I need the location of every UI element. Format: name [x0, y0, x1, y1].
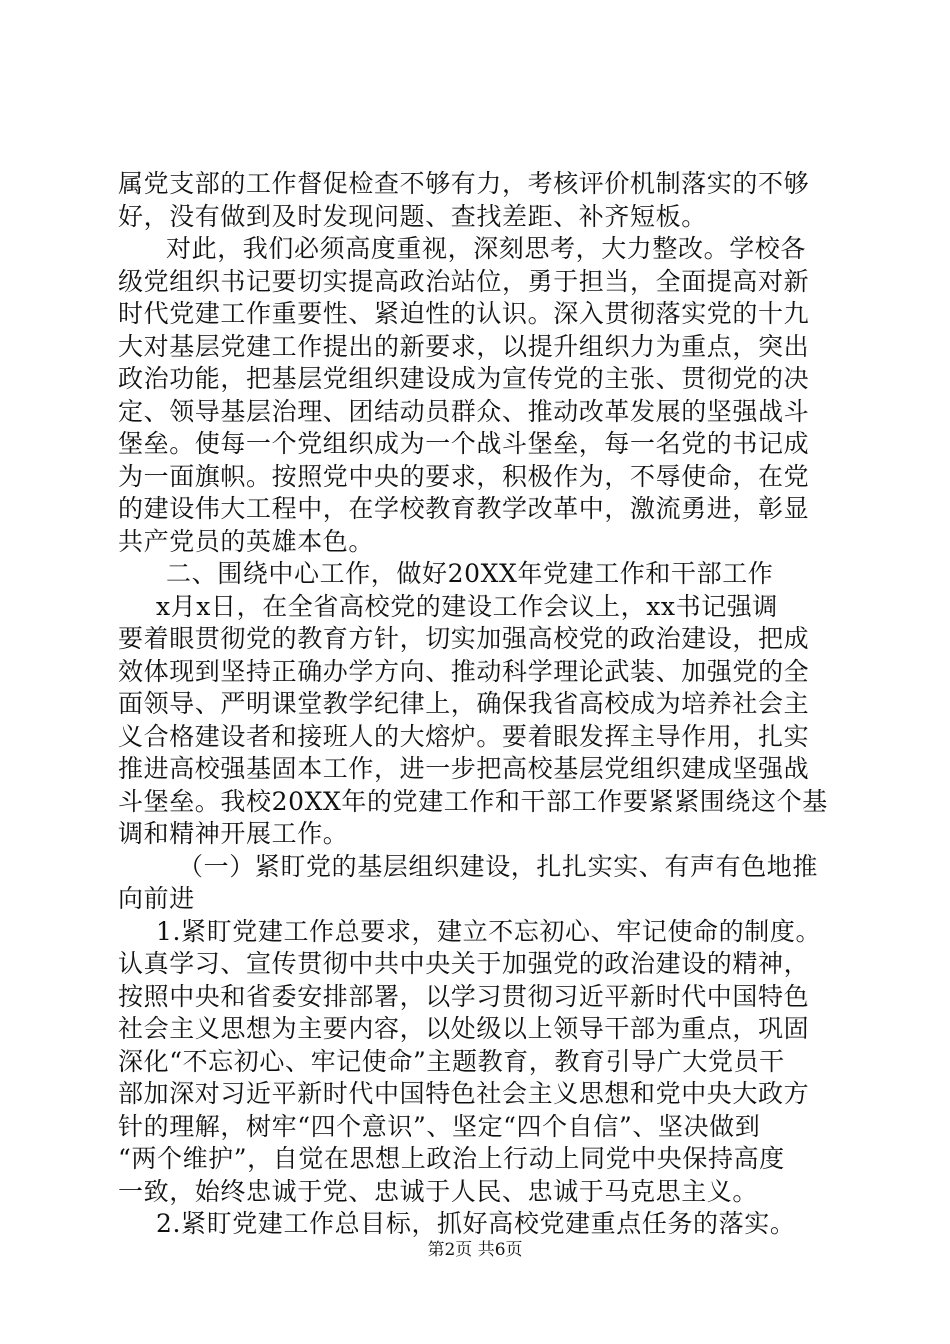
- text-line: 时代党建工作重要性、紧迫性的认识。深入贯彻落实党的十九: [118, 299, 810, 328]
- text-line: 级党组织书记要切实提高政治站位，勇于担当，全面提高对新: [118, 266, 810, 296]
- text-line: 定、领导基层治理、团结动员群众、推动改革发展的坚强战斗: [118, 396, 810, 426]
- text-line: 按照中央和省委安排部署，以学习贯彻习近平新时代中国特色: [118, 981, 810, 1011]
- text-line: 大对基层党建工作提出的新要求，以提升组织力为重点，突出: [118, 331, 810, 361]
- text-line: 推进高校强基固本工作，进一步把高校基层党组织建成坚强战: [118, 754, 810, 783]
- page-number-footer: 第2页 共6页: [427, 1240, 523, 1260]
- text-line: 共产党员的英雄本色。: [118, 526, 375, 556]
- paragraph-start-line: 对此，我们必须高度重视，深刻思考，大力整改。学校各: [166, 234, 807, 263]
- paragraph-start-line: 2.紧盯党建工作总目标，抓好高校党建重点任务的落实。: [156, 1209, 796, 1238]
- document-body: [118, 168, 838, 1241]
- text-line: 针的理解，树牢“四个意识”、坚定“四个自信”、坚决做到: [118, 1111, 761, 1141]
- paragraph-start-line: 1.紧盯党建工作总要求，建立不忘初心、牢记使命的制度。: [156, 916, 822, 946]
- text-line: 部加深对习近平新时代中国特色社会主义思想和党中央大政方: [118, 1079, 810, 1108]
- text-line: 面领导、严明课堂教学纪律上，确保我省高校成为培养社会主: [118, 689, 810, 718]
- subsection-heading: （一）紧盯党的基层组织建设，扎扎实实、有声有色地推: [178, 851, 819, 881]
- text-line: 义合格建设者和接班人的大熔炉。要着眼发挥主导作用，扎实: [118, 721, 810, 751]
- text-line: 深化“不忘初心、牢记使命”主题教育，教育引导广大党员干: [118, 1046, 785, 1076]
- text-line: 认真学习、宣传贯彻中共中央关于加强党的政治建设的精神，: [118, 949, 810, 978]
- text-line: 调和精神开展工作。: [118, 819, 349, 848]
- text-line: 一致，始终忠诚于党、忠诚于人民、忠诚于马克思主义。: [118, 1176, 759, 1206]
- text-line: 的建设伟大工程中，在学校教育教学改革中，激流勇进，彰显: [118, 494, 810, 523]
- text-line: “两个维护”，自觉在思想上政治上行动上同党中央保持高度: [118, 1144, 785, 1173]
- paragraph-start-line: x月x日，在全省高校党的建设工作会议上，xx书记强调: [156, 591, 778, 621]
- text-line: 政治功能，把基层党组织建设成为宣传党的主张、贯彻党的决: [118, 364, 810, 393]
- text-line: 属党支部的工作督促检查不够有力，考核评价机制落实的不够: [118, 169, 810, 198]
- text-line: 要着眼贯彻党的教育方针，切实加强高校党的政治建设，把成: [118, 624, 810, 653]
- text-line: 斗堡垒。我校20XX年的党建工作和干部工作要紧紧围绕这个基: [118, 786, 828, 816]
- text-line: 堡垒。使每一个党组织成为一个战斗堡垒，每一名党的书记成: [118, 429, 810, 458]
- section-heading: 二、围绕中心工作，做好20XX年党建工作和干部工作: [166, 559, 774, 588]
- text-line: 向前进: [118, 884, 195, 913]
- text-line: 为一面旗帜。按照党中央的要求，积极作为，不辱使命，在党: [118, 461, 810, 491]
- text-line: 社会主义思想为主要内容，以处级以上领导干部为重点，巩固: [118, 1014, 810, 1043]
- text-line: 效体现到坚持正确办学方向、推动科学理论武装、加强党的全: [118, 656, 810, 686]
- text-line: 好，没有做到及时发现问题、查找差距、补齐短板。: [118, 201, 707, 231]
